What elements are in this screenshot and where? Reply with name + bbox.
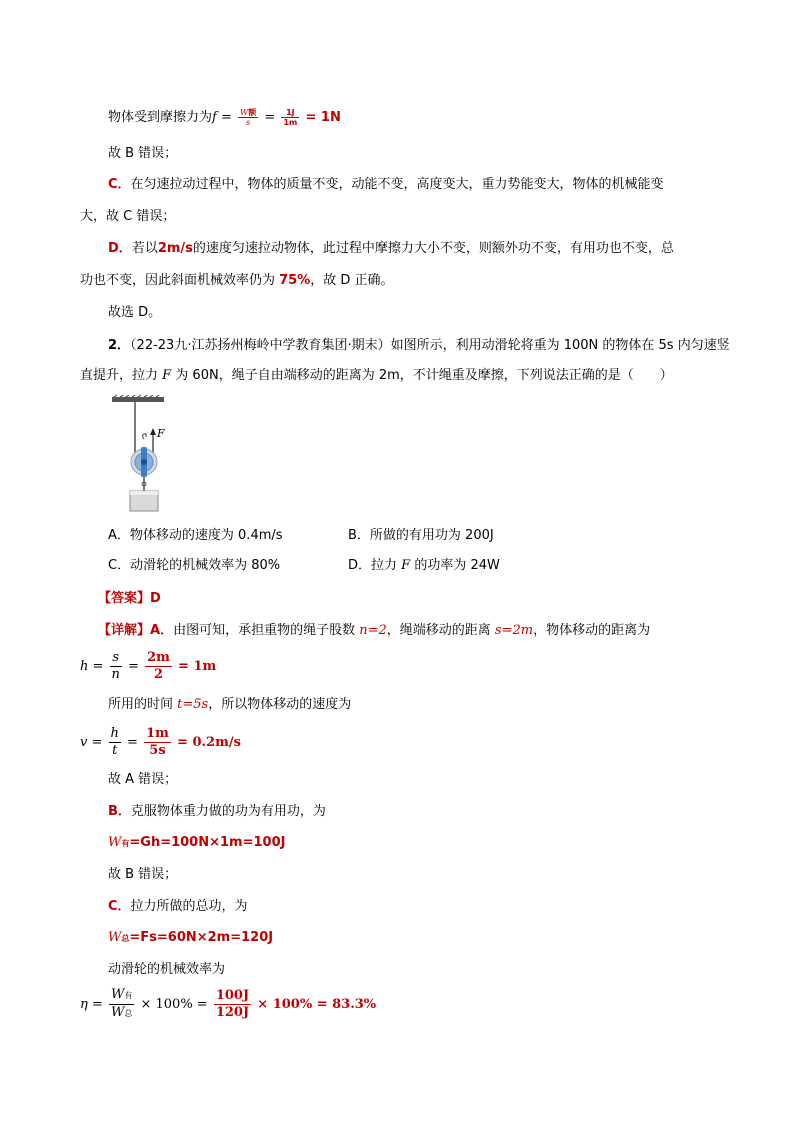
- option-c[interactable]: [108, 557, 280, 575]
- answer-value: D: [150, 591, 161, 606]
- time-post: ，所以物体移动的速度为: [208, 697, 352, 712]
- detail-b-lead: B．: [108, 804, 131, 819]
- eta-var: η: [80, 997, 88, 1012]
- a-wrong: 故 A 错误；: [108, 772, 178, 787]
- v-formula: v = $\frac{h}{t}$ = $\frac{1m}{5s}$ = 0.2m/s: [80, 726, 241, 758]
- v-den: t: [112, 743, 118, 758]
- eta-num-w: W: [110, 987, 125, 1002]
- option-d-force: F: [401, 558, 411, 573]
- pulley-figure: [110, 395, 172, 515]
- answer-label: 【答案】: [98, 591, 151, 606]
- h-frac-1: [110, 650, 122, 683]
- eta-num-sub: 有: [124, 991, 133, 1000]
- detail-a-lead: A．: [150, 623, 174, 638]
- friction-line: [108, 108, 341, 127]
- detail-c-text: 拉力所做的总功，为: [130, 899, 248, 914]
- b-formula-text: =Gh=100N×1m=100J: [129, 835, 286, 850]
- efficiency-intro: 动滑轮的机械效率为: [108, 962, 226, 977]
- w-var: W: [240, 108, 249, 117]
- option-b[interactable]: [348, 527, 494, 545]
- eta-num2: 100J: [215, 988, 250, 1003]
- b-wrong-1: 故 B 错误；: [108, 146, 178, 161]
- question-text-1: 如图所示，利用动滑轮将重为 100N 的物体在 5s 内匀速竖: [390, 338, 730, 353]
- h-result: = 1m: [178, 659, 217, 674]
- c-lead: C．: [108, 177, 131, 192]
- q-force-var: F: [162, 368, 172, 383]
- h-var: h: [80, 659, 89, 674]
- question-number: 2．: [108, 338, 131, 353]
- v-frac-1: [109, 726, 121, 759]
- fraction-den: 1m: [283, 118, 298, 127]
- eta-den-sub: 总: [124, 1009, 133, 1018]
- force-arrow-icon: [150, 428, 156, 435]
- pulley-diagram: [110, 395, 172, 515]
- h-den2: 2: [153, 667, 164, 682]
- friction-fraction-1: [238, 108, 258, 127]
- b-w: W: [108, 835, 122, 850]
- b-w-sub: 有: [121, 839, 130, 848]
- detail-a-line: [98, 622, 650, 640]
- eta-result: × 100% = 83.3%: [257, 997, 377, 1012]
- equals-sign-2: =: [264, 110, 276, 125]
- choose-d: 故选 D。: [108, 305, 162, 320]
- q-post: 为 60N，绳子自由端移动的距离为 2m，不计绳重及摩擦，下列说法正确的是（ ）: [171, 368, 673, 383]
- option-d-explain-2: [80, 272, 394, 290]
- c-w: W: [108, 930, 122, 945]
- ceiling: [112, 397, 164, 402]
- detail-a-text2: ，绳端移动的距离: [386, 623, 495, 638]
- eta-den-w: W: [110, 1005, 125, 1020]
- option-c-explain-2: 大，故 C 错误；: [80, 209, 176, 224]
- eta-formula: η = $\frac{\text{W有}}{\text{W总}}$ × 100% = $\frac{100J}{120J}$ × 100% = 83.3%: [80, 987, 377, 1020]
- b-formula: [108, 834, 285, 853]
- fraction-num: 1J: [281, 108, 299, 118]
- question-2-line-1: [108, 337, 730, 355]
- d-lead: D．: [108, 241, 132, 256]
- option-d-explain-1: [108, 240, 674, 258]
- detail-c-lead: C．: [108, 899, 131, 914]
- q-pre: 直提升，拉力: [80, 368, 163, 383]
- v-num2: 1m: [146, 726, 169, 741]
- ceiling-hatch: [114, 395, 159, 397]
- h-den: n: [111, 667, 120, 682]
- option-c-text: 动滑轮的机械效率为 80%: [130, 558, 281, 573]
- option-a-lead: A．: [108, 528, 130, 543]
- detail-c-line: [108, 898, 248, 916]
- d-speed: 2m/s: [157, 241, 193, 256]
- c-formula-text: =Fs=60N×2m=120J: [129, 930, 274, 945]
- friction-text: 物体受到摩擦力为: [108, 110, 213, 125]
- c-text: 在匀速拉动过程中，物体的质量不变，动能不变，高度变大，重力势能变大，物体的机械能变: [130, 177, 664, 192]
- detail-a-text1: 由图可知，承担重物的绳子股数: [173, 623, 360, 638]
- w-sub: 额: [248, 108, 257, 117]
- d-text: 的速度匀速拉动物体，此过程中摩擦力大小不变，则额外功不变，有用功也不变，总: [192, 241, 674, 256]
- h-num: s: [110, 650, 122, 667]
- eta-frac-2: [214, 988, 251, 1021]
- option-c-explain-1: [108, 176, 664, 194]
- d2-post: ，故 D 正确。: [310, 273, 394, 288]
- v-var: v: [80, 735, 88, 750]
- detail-b-text: 克服物体重力做的功为有用功，为: [130, 804, 326, 819]
- time-line: [108, 696, 351, 714]
- eta-mid: × 100% =: [140, 997, 208, 1012]
- h-frac-2: [145, 650, 172, 683]
- d2-pre: 功也不变，因此斜面机械效率仍为: [80, 273, 280, 288]
- question-source: （22-23九·江苏扬州梅岭中学教育集团·期末）: [130, 338, 391, 353]
- option-a[interactable]: [108, 527, 283, 545]
- v-frac-2: [144, 726, 171, 759]
- eta-den2: 120J: [215, 1005, 250, 1020]
- detail-s: s=2m: [494, 623, 534, 638]
- option-d[interactable]: [348, 557, 500, 575]
- d-pre: 若以: [131, 241, 158, 256]
- detail-b-line: [108, 803, 326, 821]
- eta-frac-1: [109, 987, 134, 1022]
- option-b-lead: B．: [348, 528, 370, 543]
- answer-line: [98, 590, 161, 608]
- time-pre: 所用的时间: [108, 697, 178, 712]
- question-2-line-2: [80, 367, 673, 385]
- h-num2: 2m: [147, 650, 170, 665]
- s-var: s: [246, 118, 251, 127]
- c-formula: [108, 929, 273, 948]
- detail-a-text3: ，物体移动的距离为: [533, 623, 651, 638]
- friction-result: = 1N: [305, 110, 341, 125]
- equals-sign: =: [220, 110, 232, 125]
- h-formula: h = $\frac{s}{n}$ = $\frac{2m}{2}$ = 1m: [80, 650, 217, 682]
- c-w-sub: 总: [121, 934, 130, 943]
- time-t: t=5s: [177, 697, 209, 712]
- force-label: F: [157, 427, 165, 440]
- friction-fraction-2: [281, 108, 299, 127]
- detail-n: n=2: [359, 623, 387, 638]
- option-c-lead: C．: [108, 558, 131, 573]
- option-a-text: 物体移动的速度为 0.4m/s: [129, 528, 283, 543]
- b-wrong-2: 故 B 错误；: [108, 867, 178, 882]
- option-d-lead: D．: [348, 558, 372, 573]
- d2-efficiency: 75%: [279, 273, 311, 288]
- option-b-text: 所做的有用功为 200J: [369, 528, 494, 543]
- v-den2: 5s: [149, 743, 166, 758]
- friction-var: f: [212, 110, 217, 125]
- hook-icon: [143, 434, 147, 439]
- detail-label: 【详解】: [98, 623, 151, 638]
- v-result: = 0.2m/s: [177, 735, 241, 750]
- v-num: h: [110, 726, 119, 741]
- option-d-pre: 拉力: [371, 558, 402, 573]
- option-d-post: 的功率为 24W: [410, 558, 500, 573]
